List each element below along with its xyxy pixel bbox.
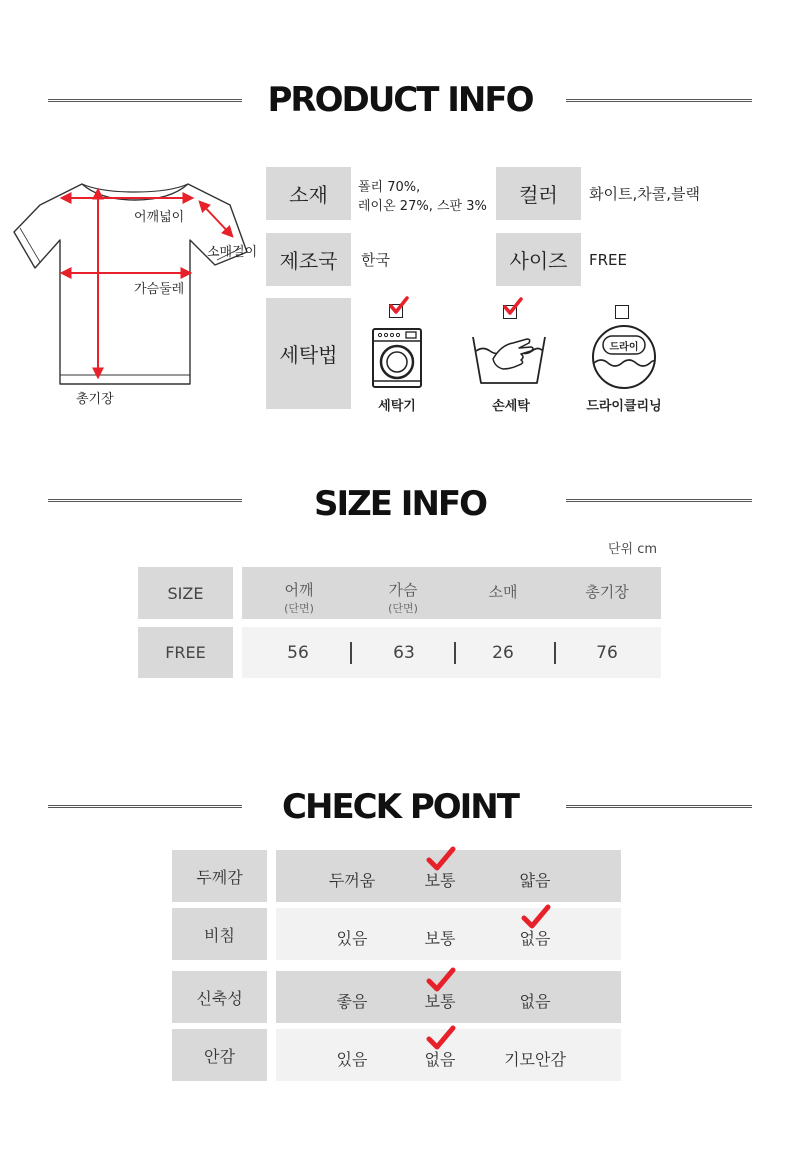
check-point-title: CHECK POINT <box>282 787 518 827</box>
size-col-sub: (단면) <box>284 602 314 615</box>
care-label-dryclean: 드라이클리닝 <box>586 399 662 414</box>
size-col-name: 어깨 <box>284 581 314 599</box>
material-value-line1: 폴리 70%, <box>358 180 421 195</box>
check-row-options <box>276 971 621 1023</box>
checkmark-icon <box>388 296 410 316</box>
size-col-name: 가슴 <box>388 581 418 599</box>
check-row-label: 두께감 <box>172 850 267 902</box>
check-option[interactable]: 두꺼움 <box>328 871 376 890</box>
product-info-title: PRODUCT INFO <box>267 80 533 120</box>
check-option[interactable]: 없음 <box>519 929 551 948</box>
size-value-shoulder: 56 <box>287 643 309 663</box>
size-value: FREE <box>589 251 628 269</box>
check-row-options <box>276 908 621 960</box>
check-option[interactable]: 좋음 <box>336 992 368 1011</box>
check-option[interactable]: 없음 <box>424 1050 456 1069</box>
checkmark-icon <box>426 967 456 993</box>
check-option[interactable]: 보통 <box>424 992 456 1011</box>
material-label: 소재 <box>266 167 351 220</box>
checkmark-icon <box>426 1025 456 1051</box>
check-option[interactable]: 보통 <box>424 871 456 890</box>
checkmark-icon <box>426 846 456 872</box>
size-col-shoulder <box>249 582 349 617</box>
origin-label: 제조국 <box>266 233 351 286</box>
size-col-sub: (단면) <box>388 602 418 615</box>
size-value-chest: 63 <box>393 643 415 663</box>
size-unit: 단위 cm <box>608 542 658 557</box>
color-label: 컬러 <box>496 167 581 220</box>
check-option[interactable]: 얇음 <box>519 871 551 890</box>
size-row-header: SIZE <box>138 567 233 619</box>
size-col-chest <box>353 582 453 617</box>
divider <box>554 642 556 664</box>
check-option[interactable]: 기모안감 <box>504 1050 566 1069</box>
care-checkbox-dryclean[interactable] <box>615 305 629 319</box>
check-row-options <box>276 850 621 902</box>
diagram-label-sleeve: 소매길이 <box>207 245 258 260</box>
checkmark-icon <box>502 297 524 317</box>
check-option[interactable]: 보통 <box>424 929 456 948</box>
check-row-label: 비침 <box>172 908 267 960</box>
divider <box>454 642 456 664</box>
dry-clean-icon <box>589 323 659 391</box>
dry-clean-badge: 드라이 <box>609 342 639 353</box>
size-info-title: SIZE INFO <box>313 484 487 524</box>
care-label-machine: 세탁기 <box>378 399 416 414</box>
check-option[interactable]: 없음 <box>519 992 551 1011</box>
check-option[interactable]: 있음 <box>336 1050 368 1069</box>
size-value-length: 76 <box>596 643 618 663</box>
hand-wash-icon <box>471 333 547 389</box>
check-row-label: 신축성 <box>172 971 267 1023</box>
washing-machine-icon <box>371 327 423 389</box>
size-value-sleeve: 26 <box>492 643 514 663</box>
material-value-line2: 레이온 27%, 스판 3% <box>358 199 487 214</box>
diagram-label-shoulder: 어깨넓이 <box>134 210 185 225</box>
diagram-label-chest: 가슴둘레 <box>134 282 185 297</box>
care-label-handwash: 손세탁 <box>492 399 530 414</box>
divider <box>350 642 352 664</box>
check-row-label: 안감 <box>172 1029 267 1081</box>
size-row-label: FREE <box>138 627 233 678</box>
check-option[interactable]: 있음 <box>336 929 368 948</box>
care-label: 세탁법 <box>266 298 351 409</box>
checkmark-icon <box>521 904 551 930</box>
origin-value: 한국 <box>361 251 390 269</box>
check-row-options <box>276 1029 621 1081</box>
diagram-label-length: 총기장 <box>76 392 114 407</box>
size-label: 사이즈 <box>496 233 581 286</box>
size-col-length: 총기장 <box>585 583 629 601</box>
color-value: 화이트,차콜,블랙 <box>589 185 700 203</box>
size-col-sleeve: 소매 <box>488 583 518 601</box>
